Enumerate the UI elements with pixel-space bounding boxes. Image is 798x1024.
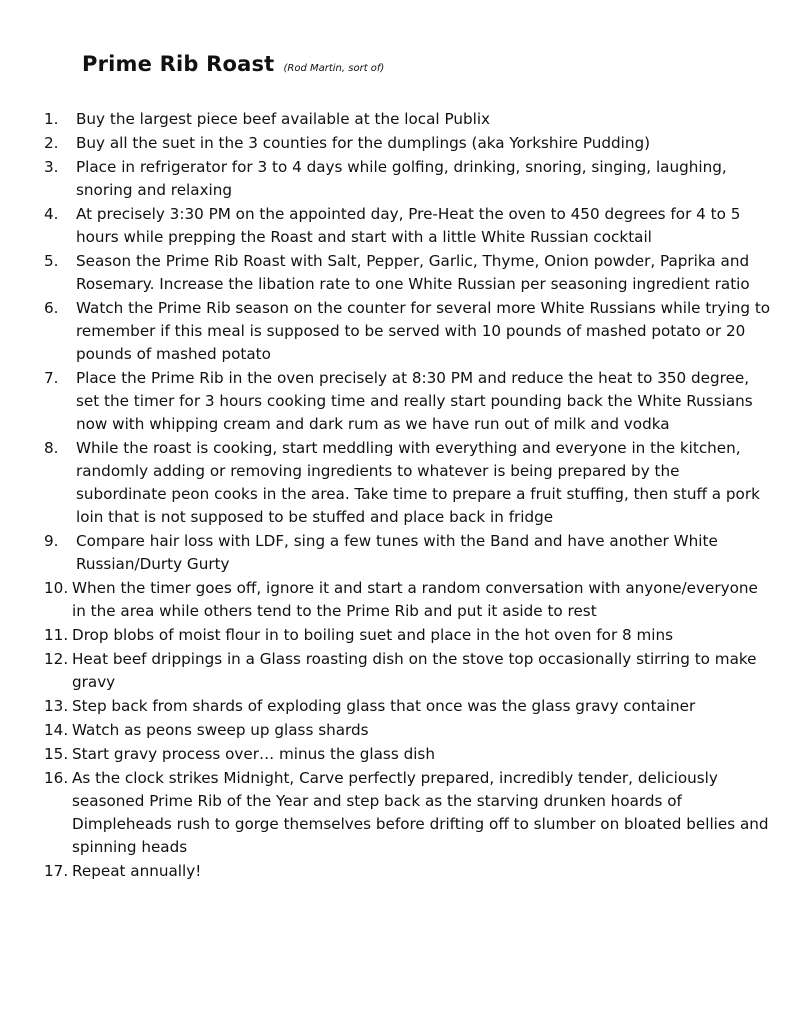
step-number: 1.	[44, 110, 59, 128]
step-text: Buy all the suet in the 3 counties for the dumplings (aka Yorkshire Pudding)	[76, 134, 651, 152]
recipe-step	[44, 437, 774, 529]
recipe-step	[44, 719, 774, 742]
recipe-step	[44, 860, 774, 883]
page-title: Prime Rib Roast	[82, 52, 275, 76]
step-text: Heat beef drippings in a Glass roasting dish on the stove top occasionally stirring to make gravy	[72, 650, 757, 691]
recipe-step	[44, 767, 774, 859]
step-text: Place the Prime Rib in the oven precisely at 8:30 PM and reduce the heat to 350 degree, set the timer for 3 hours cooking time and really start pounding back the White Russians now with whipping cream and dark rum as we have run out of milk and vodka	[76, 369, 753, 433]
step-text: Place in refrigerator for 3 to 4 days while golfing, drinking, snoring, singing, laughing, snoring and relaxing	[76, 158, 727, 199]
step-text: Watch as peons sweep up glass shards	[72, 721, 369, 739]
step-text: When the timer goes off, ignore it and start a random conversation with anyone/everyone in the area while others tend to the Prime Rib and put it aside to rest	[72, 579, 758, 620]
step-text: Compare hair loss with LDF, sing a few tunes with the Band and have another White Russian/Durty Gurty	[76, 532, 718, 573]
step-number: 12.	[44, 650, 69, 668]
recipe-step	[44, 695, 774, 718]
step-number: 4.	[44, 205, 59, 223]
recipe-step	[44, 297, 774, 366]
recipe-step	[44, 250, 774, 296]
recipe-step	[44, 530, 774, 576]
step-number: 9.	[44, 532, 59, 550]
step-number: 10.	[44, 579, 69, 597]
step-number: 8.	[44, 439, 59, 457]
step-number: 5.	[44, 252, 59, 270]
step-text: Repeat annually!	[72, 862, 202, 880]
recipe-step	[44, 203, 774, 249]
step-text: Start gravy process over… minus the glass dish	[72, 745, 435, 763]
step-text: As the clock strikes Midnight, Carve perfectly prepared, incredibly tender, deliciously seasoned Prime Rib of the Year and step back as the starving drunken hoards of Dimpleheads rush to gorge themselves before drifting off to slumber on bloated bellies and spinning heads	[72, 769, 769, 856]
recipe-step	[44, 648, 774, 694]
step-number: 11.	[44, 626, 69, 644]
step-number: 7.	[44, 369, 59, 387]
step-number: 13.	[44, 697, 69, 715]
step-number: 2.	[44, 134, 59, 152]
recipe-step	[44, 577, 774, 623]
recipe-step	[44, 108, 774, 131]
title-row	[82, 52, 384, 76]
step-text: Watch the Prime Rib season on the counter for several more White Russians while trying to remember if this meal is supposed to be served with 10 pounds of mashed potato or 20 pounds of mashed potato	[76, 299, 771, 363]
step-text: Season the Prime Rib Roast with Salt, Pepper, Garlic, Thyme, Onion powder, Paprika and Rosemary. Increase the libation rate to one White Russian per seasoning ingredient ratio	[76, 252, 750, 293]
step-number: 6.	[44, 299, 59, 317]
step-text: At precisely 3:30 PM on the appointed day, Pre-Heat the oven to 450 degrees for 4 to 5 hours while prepping the Roast and start with a little White Russian cocktail	[76, 205, 741, 246]
step-number: 16.	[44, 769, 69, 787]
recipe-step	[44, 156, 774, 202]
recipe-steps-list	[44, 108, 774, 884]
recipe-step	[44, 367, 774, 436]
recipe-step	[44, 624, 774, 647]
step-text: Step back from shards of exploding glass that once was the glass gravy container	[72, 697, 696, 715]
page-subtitle: (Rod Martin, sort of)	[283, 63, 385, 74]
step-number: 14.	[44, 721, 69, 739]
step-number: 15.	[44, 745, 69, 763]
step-text: Drop blobs of moist flour in to boiling suet and place in the hot oven for 8 mins	[72, 626, 674, 644]
step-number: 17.	[44, 862, 69, 880]
recipe-step	[44, 132, 774, 155]
recipe-step	[44, 743, 774, 766]
step-number: 3.	[44, 158, 59, 176]
step-text: Buy the largest piece beef available at the local Publix	[76, 110, 491, 128]
step-text: While the roast is cooking, start meddling with everything and everyone in the kitchen, randomly adding or removing ingredients to whatever is being prepared by the subordinate peon cooks in the area. Take time to prepare a fruit stuffing, then stuff a pork loin that is not supposed to be stuffed and place back in fridge	[76, 439, 760, 526]
